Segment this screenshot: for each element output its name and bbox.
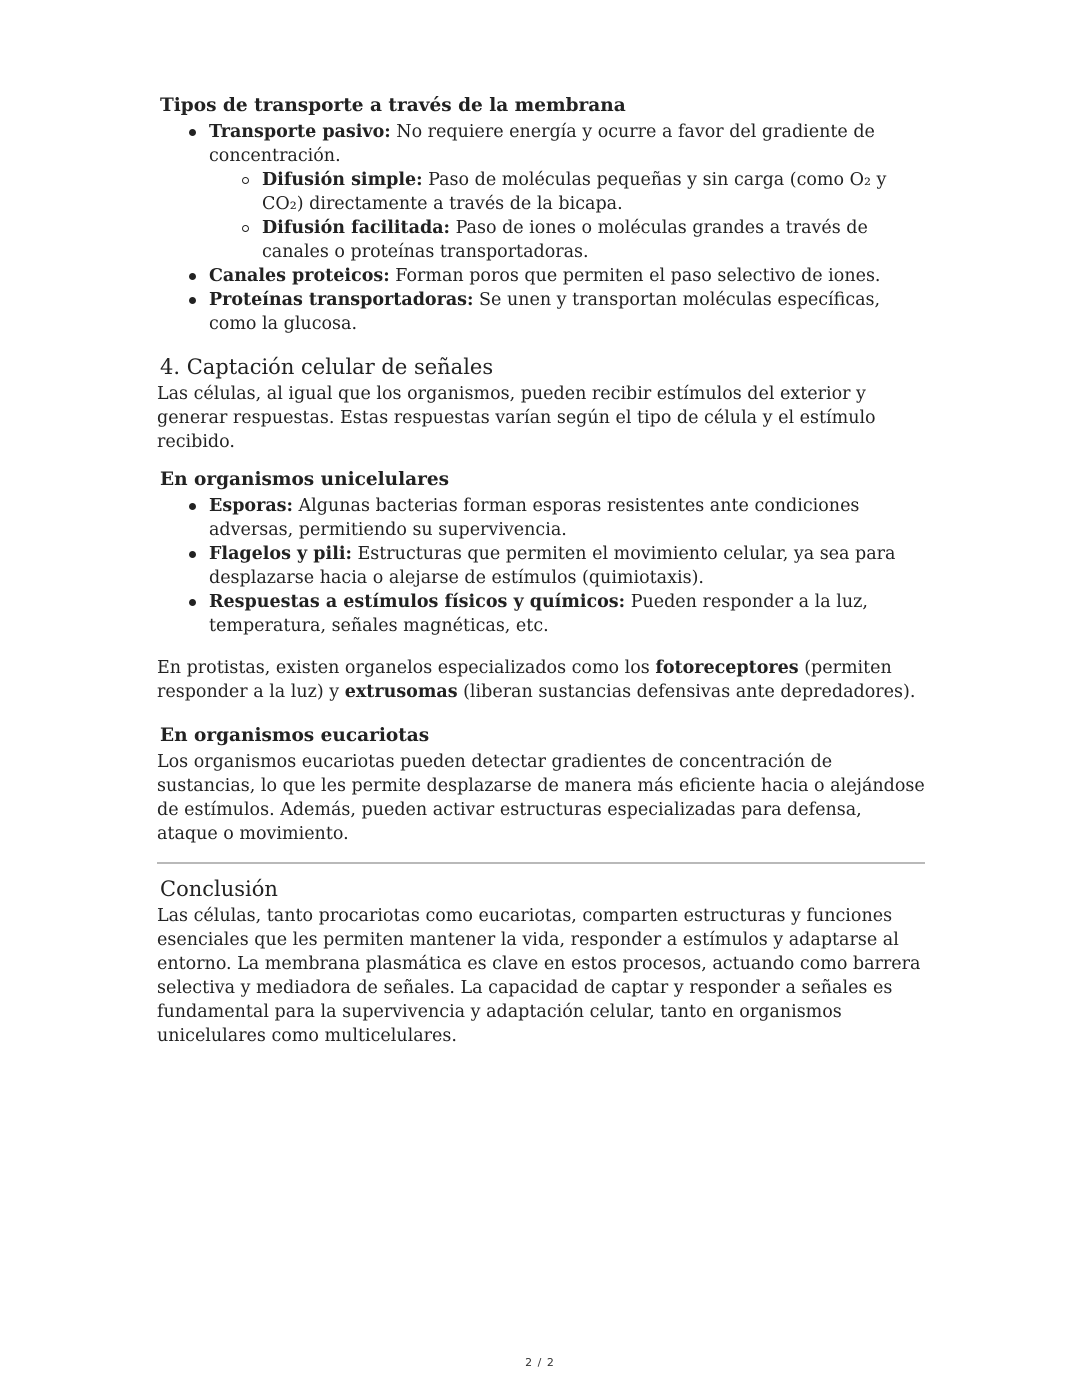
item-label: Proteínas transportadoras: xyxy=(209,290,474,310)
conclusion-heading: Conclusión xyxy=(160,877,278,901)
protists-text-2: (permiten responder a la luz) y xyxy=(157,658,892,702)
list-item xyxy=(262,168,925,216)
page-indicator: 2 / 2 xyxy=(525,1356,555,1369)
protists-text-1: En protistas, existen organelos especializados como los xyxy=(157,658,656,678)
unicellular-heading: En organismos unicelulares xyxy=(160,469,450,490)
item-text: No requiere energía y ocurre a favor del gradiente de concentración. xyxy=(209,122,875,166)
protists-text-3: (liberan sustancias defensivas ante depredadores). xyxy=(457,682,916,702)
list-item xyxy=(209,542,925,590)
item-label: Transporte pasivo: xyxy=(209,122,391,142)
section-4-intro: Las células, al igual que los organismos, pueden recibir estímulos del exterior y generar respuestas. Estas respuestas varían según el tipo de célula y el estímulo recibido. xyxy=(157,384,876,452)
item-label: Difusión facilitada: xyxy=(262,218,450,238)
eukaryotes-paragraph: Los organismos eucariotas pueden detectar gradientes de concentración de sustancias, lo que les permite desplazarse de manera más eficiente hacia o alejándose de estímulos. Además, pueden activar estructuras especializadas para defensa, ataque o movimiento. xyxy=(157,752,925,844)
unicellular-list xyxy=(157,494,925,638)
item-text: Forman poros que permiten el paso selectivo de iones. xyxy=(389,266,881,286)
item-label: Difusión simple: xyxy=(262,170,423,190)
transport-list xyxy=(157,120,925,336)
list-item xyxy=(209,120,925,264)
list-item xyxy=(209,590,925,638)
item-label: Respuestas a estímulos físicos y químicos: xyxy=(209,592,626,612)
list-item xyxy=(209,494,925,542)
item-text: Pueden responder a la luz, temperatura, señales magnéticas, etc. xyxy=(209,592,868,636)
list-item xyxy=(209,264,925,288)
protists-paragraph xyxy=(157,656,925,704)
item-label: Canales proteicos: xyxy=(209,266,390,286)
term-photoreceptors: fotoreceptores xyxy=(655,658,799,678)
section-4-heading: 4. Captación celular de señales xyxy=(160,355,494,379)
item-label: Esporas: xyxy=(209,496,293,516)
passive-transport-sublist xyxy=(209,168,925,264)
term-extrusomes: extrusomas xyxy=(344,682,458,702)
item-label: Flagelos y pili: xyxy=(209,544,352,564)
conclusion-paragraph: Las células, tanto procariotas como eucariotas, comparten estructuras y funciones esenciales que les permiten mantener la vida, responder a estímulos y adaptarse al entorno. La membrana plasmática es clave en estos procesos, actuando como barrera selectiva y mediadora de señales. La capacidad de captar y responder a señales es fundamental para la supervivencia y adaptación celular, tanto en organismos unicelulares como multicelulares. xyxy=(157,906,921,1046)
item-text: Paso de iones o moléculas grandes a través de canales o proteínas transportadoras. xyxy=(262,218,868,262)
document-page xyxy=(157,92,925,1048)
transport-types-heading: Tipos de transporte a través de la membrana xyxy=(160,95,626,116)
eukaryotes-heading: En organismos eucariotas xyxy=(160,725,430,746)
section-divider xyxy=(157,862,925,864)
list-item xyxy=(262,216,925,264)
list-item xyxy=(209,288,925,336)
item-text: Estructuras que permiten el movimiento celular, ya sea para desplazarse hacia o alejarse de estímulos (quimiotaxis). xyxy=(209,544,896,588)
item-text: Paso de moléculas pequeñas y sin carga (como O₂ y CO₂) directamente a través de la bicapa. xyxy=(262,170,887,214)
item-text: Se unen y transportan moléculas específicas, como la glucosa. xyxy=(209,290,881,334)
item-text: Algunas bacterias forman esporas resistentes ante condiciones adversas, permitiendo su supervivencia. xyxy=(209,496,860,540)
